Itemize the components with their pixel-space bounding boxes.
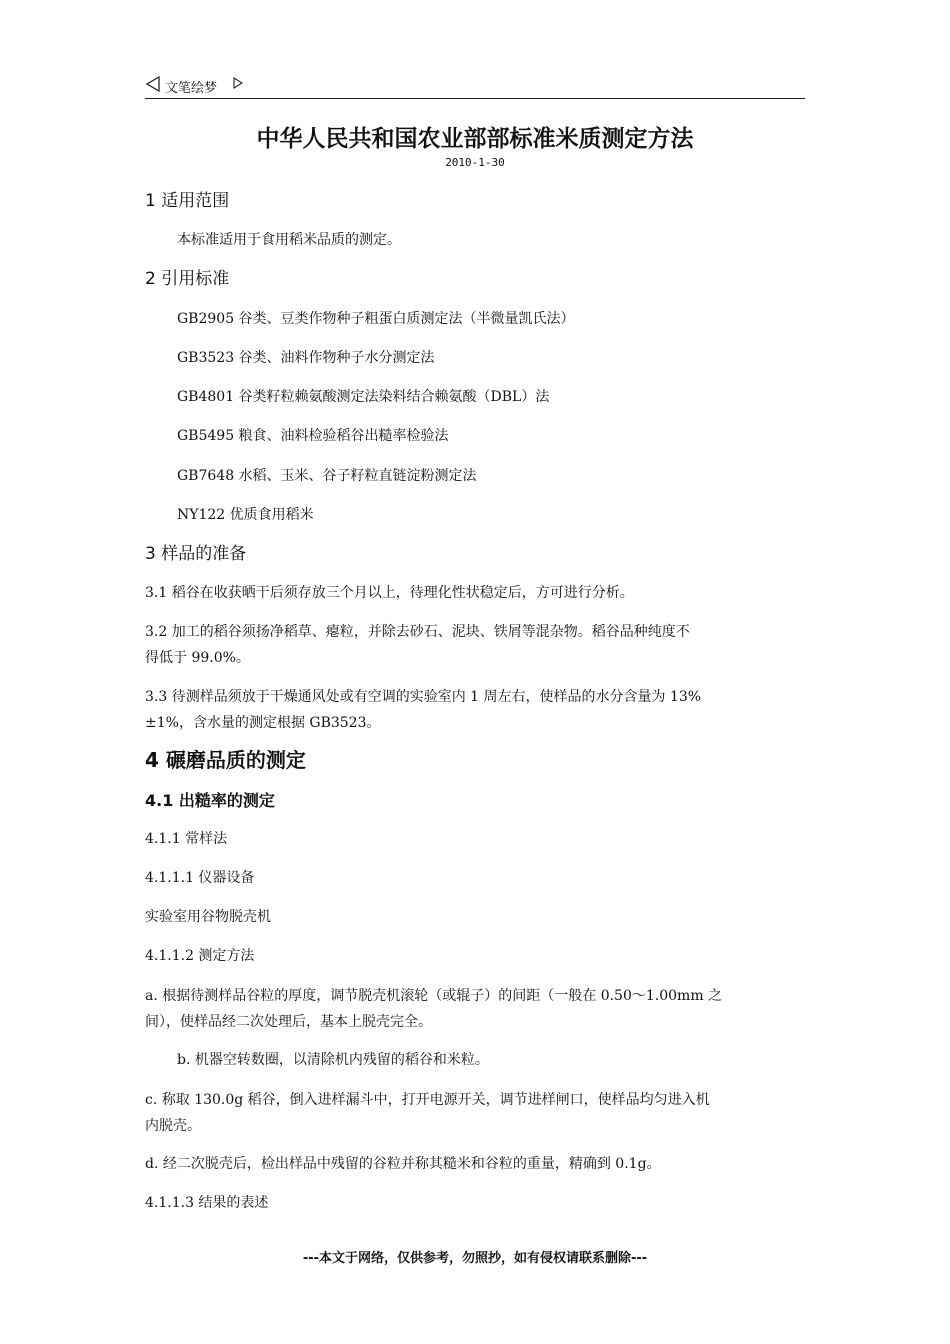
triangle-left-icon xyxy=(145,76,161,92)
step-c-line-2: 内脱壳。 xyxy=(145,1118,201,1134)
reference-item: GB5495 粮食、油料检验稻谷出糙率检验法 xyxy=(177,428,449,444)
document-date: 2010-1-30 xyxy=(445,156,505,169)
subsection-4-1-1-3: 4.1.1.3 结果的表述 xyxy=(145,1195,269,1211)
subsection-4-1-1-1: 4.1.1.1 仪器设备 xyxy=(145,870,255,886)
section-4-1-heading: 4.1 出糙率的测定 xyxy=(145,791,275,810)
paragraph-3-3-line-1: 3.3 待测样品须放于干燥通风处或有空调的实验室内 1 周左右，使样品的水分含量为 13% xyxy=(145,689,702,705)
reference-item: GB2905 谷类、豆类作物种子粗蛋白质测定法（半微量凯氏法） xyxy=(177,311,575,327)
step-a-line-2: 间），使样品经二次处理后，基本上脱壳完全。 xyxy=(145,1014,432,1030)
paragraph-3-2-line-2: 得低于 99.0%。 xyxy=(145,650,250,666)
section-2-heading: 2 引用标准 xyxy=(145,269,230,289)
reference-item: NY122 优质食用稻米 xyxy=(177,507,314,523)
equipment-text: 实验室用谷物脱壳机 xyxy=(145,909,271,925)
section-1-body: 本标准适用于食用稻米品质的测定。 xyxy=(177,232,401,248)
reference-item: GB3523 谷类、油料作物种子水分测定法 xyxy=(177,350,435,366)
paragraph-3-1: 3.1 稻谷在收获晒干后须存放三个月以上，待理化性状稳定后，方可进行分析。 xyxy=(145,585,634,601)
section-4-heading: 4 碾磨品质的测定 xyxy=(145,748,306,772)
paragraph-3-2-line-1: 3.2 加工的稻谷须扬净稻草、瘪粒，并除去砂石、泥块、铁屑等混杂物。稻谷品种纯度不 xyxy=(145,624,690,640)
page-header xyxy=(145,72,805,99)
section-1-heading: 1 适用范围 xyxy=(145,191,230,211)
document-title: 中华人民共和国农业部部标准米质测定方法 xyxy=(256,126,694,152)
paragraph-3-3-line-2: ±1%，含水量的测定根据 GB3523。 xyxy=(145,715,381,731)
subsection-4-1-1-2: 4.1.1.2 测定方法 xyxy=(145,948,255,964)
subsection-4-1-1: 4.1.1 常样法 xyxy=(145,831,228,847)
triangle-right-icon xyxy=(233,77,243,89)
step-c-line-1: c. 称取 130.0g 稻谷，倒入进样漏斗中，打开电源开关，调节进样闸口，使样品均匀进入机 xyxy=(145,1092,710,1108)
header-brand: 文笔绘梦 xyxy=(165,81,218,96)
step-d: d. 经二次脱壳后，检出样品中残留的谷粒并称其糙米和谷粒的重量，精确到 0.1g。 xyxy=(145,1156,661,1172)
footer-disclaimer: ---本文于网络，仅供参考，勿照抄，如有侵权请联系删除--- xyxy=(302,1251,648,1266)
reference-item: GB7648 水稻、玉米、谷子籽粒直链淀粉测定法 xyxy=(177,468,477,484)
section-3-heading: 3 样品的准备 xyxy=(145,544,247,564)
reference-item: GB4801 谷类籽粒赖氨酸测定法染料结合赖氨酸（DBL）法 xyxy=(177,389,550,405)
step-a-line-1: a. 根据待测样品谷粒的厚度，调节脱壳机滚轮（或辊子）的间距（一般在 0.50～1.00mm 之 xyxy=(145,988,723,1004)
step-b: b. 机器空转数圈，以清除机内残留的稻谷和米粒。 xyxy=(177,1052,489,1068)
